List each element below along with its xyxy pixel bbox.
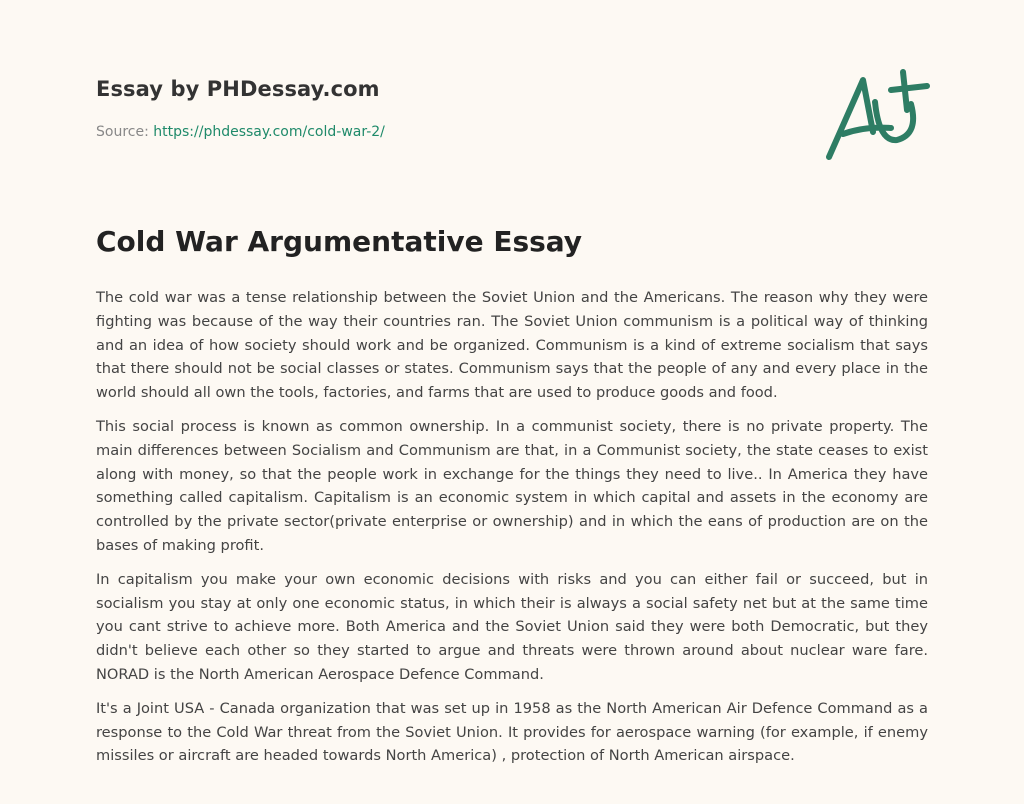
article-body [96, 286, 928, 778]
paragraph: It's a Joint USA - Canada organization that was set up in 1958 as the North American Air Defence Command as a response to the Cold War threat from the Soviet Union. It provides for aerospace warning (for example, if enemy missiles or aircraft are headed towards North America) , protection of North American airspace. [96, 699, 928, 765]
source-line [96, 124, 385, 140]
article-title: Cold War Argumentative Essay [96, 225, 583, 258]
paragraph: In capitalism you make your own economic decisions with risks and you can either fail or succeed, but in socialism you stay at only one economic status, in which their is always a social safety net but at the same time you cant strive to achieve more. Both America and the Soviet Union said they were both Democratic, but they didn't believe each other so they started to argue and threats were thrown around about nuclear ware fare. NORAD is the North American Aerospace Defence Command. [96, 570, 928, 683]
site-brand: Essay by PHDessay.com [96, 77, 380, 101]
paragraph: This social process is known as common ownership. In a communist society, there is no private property. The main differences between Socialism and Communism are that, in a Communist society, the state ceases to exist along with money, so that the people work in exchange for the things they need to live.. In America they have something called capitalism. Capitalism is an economic system in which capital and assets in the economy are controlled by the private sector(private enterprise or ownership) and in which the eans of production are on the bases of making profit. [96, 417, 928, 554]
source-link[interactable]: https://phdessay.com/cold-war-2/ [153, 124, 385, 140]
source-label: Source: [96, 124, 149, 140]
paragraph: The cold war was a tense relationship between the Soviet Union and the Americans. The reason why they were fighting was because of the way their countries ran. The Soviet Union communism is a political way of thinking and an idea of how society should work and be organized. Communism is a kind of extreme socialism that says that there should not be social classes or states. Communism says that the people of any and every place in the world should all own the tools, factories, and farms that are used to produce goods and food. [96, 289, 928, 402]
a-plus-logo-icon [815, 62, 945, 172]
